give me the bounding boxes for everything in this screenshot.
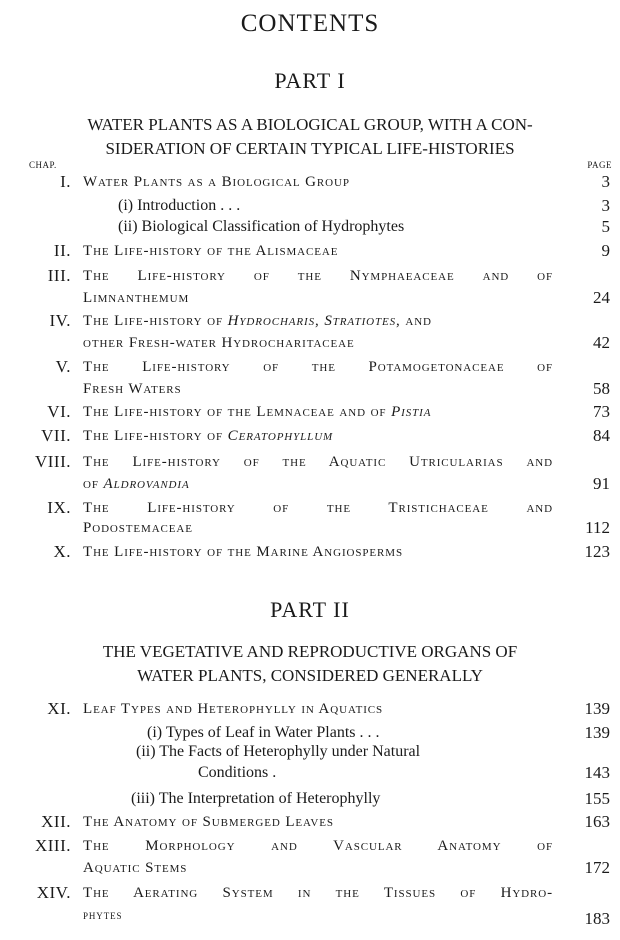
page-number: 9: [601, 241, 610, 260]
toc-entry-continued: [0, 287, 620, 309]
chapter-number: VIII.: [34, 452, 71, 471]
chapter-title: The Life-history of the Alismaceae: [83, 243, 339, 259]
chapter-title: The Life-history of the Lemnaceae and of Pistia: [83, 404, 432, 420]
chapter-title: The Aerating System in the Tissues of Hydro-: [83, 885, 553, 901]
page-number: 172: [584, 858, 610, 877]
chapter-title: other Fresh-water Hydrocharitaceae: [83, 335, 355, 351]
part2-subtitle-line2: WATER PLANTS, CONSIDERED GENERALLY: [137, 666, 483, 685]
chapter-number: XI.: [47, 699, 71, 718]
page-number: 3: [601, 196, 610, 215]
toc-entry: [0, 541, 620, 563]
chapter-number: VII.: [41, 426, 71, 445]
toc-entry: [0, 401, 620, 423]
chapter-number: X.: [53, 542, 71, 561]
section-title: (i) Types of Leaf in Water Plants . . .: [147, 724, 380, 741]
page-number: 5: [601, 217, 610, 236]
toc-subentry: [0, 788, 620, 810]
toc-entry-continued: [0, 517, 620, 539]
toc-entry-continued: [0, 332, 620, 354]
part1-title: PART I: [274, 68, 346, 93]
page-number: 58: [593, 379, 610, 398]
chapter-title: The Life-history of the Tristichaceae and: [83, 500, 553, 516]
toc-entry: [0, 425, 620, 447]
chapter-title: The Life-history of the Aquatic Utricularias and: [83, 454, 553, 470]
chapter-title: The Life-history of Hydrocharis, Stratiotes, and: [83, 313, 432, 329]
section-title: (ii) Biological Classification of Hydrophytes: [118, 218, 405, 235]
chapter-number: IV.: [49, 311, 71, 330]
chapter-title: The Life-history of the Potamogetonaceae of: [83, 359, 553, 375]
toc-entry: [0, 497, 620, 519]
chapter-title: Leaf Types and Heterophylly in Aquatics: [83, 701, 384, 717]
page-number: 91: [593, 474, 610, 493]
toc-entry: [0, 835, 620, 857]
page-number: 155: [584, 789, 610, 808]
toc-entry-continued: [0, 904, 620, 926]
chapter-title: The Anatomy of Submerged Leaves: [83, 814, 334, 830]
section-title: Conditions .: [198, 764, 277, 781]
part1-subtitle-line2: SIDERATION OF CERTAIN TYPICAL LIFE-HISTORIES: [105, 139, 515, 158]
chapter-title: The Life-history of Ceratophyllum: [83, 428, 334, 444]
chapter-number: XII.: [41, 812, 71, 831]
toc-entry: [0, 698, 620, 720]
page-column-label: PAGE: [587, 160, 612, 170]
chapter-title: Limnanthemum: [83, 290, 190, 306]
chapter-number: XIII.: [34, 836, 71, 855]
chapter-title: The Life-history of the Marine Angiosperms: [83, 544, 403, 560]
page-number: 139: [584, 699, 610, 718]
chapter-number: III.: [47, 266, 71, 285]
chapter-title: The Morphology and Vascular Anatomy of: [83, 838, 553, 854]
chapter-number: V.: [55, 357, 71, 376]
chapter-column-label: CHAP.: [29, 160, 57, 170]
chapter-title: Water Plants as a Biological Group: [83, 174, 350, 190]
page-number: 73: [593, 402, 610, 421]
toc-entry-continued: [0, 473, 620, 495]
contents-title: CONTENTS: [240, 10, 380, 37]
chapter-number: IX.: [47, 498, 71, 517]
page-number: 143: [584, 763, 610, 782]
chapter-number: XIV.: [36, 883, 71, 902]
chapter-number: VI.: [47, 402, 71, 421]
toc-entry: [0, 240, 620, 262]
toc-subentry-continued: [0, 762, 620, 784]
section-title: (ii) The Facts of Heterophylly under Natural: [136, 743, 421, 760]
toc-entry: [0, 882, 620, 904]
page-number: 183: [584, 909, 610, 928]
part1-subtitle-line1: WATER PLANTS AS A BIOLOGICAL GROUP, WITH A CON-: [87, 115, 533, 134]
toc-entry: [0, 356, 620, 378]
chapter-title: of Aldrovandia: [83, 476, 190, 492]
part2-subtitle-line1: THE VEGETATIVE AND REPRODUCTIVE ORGANS OF: [102, 642, 518, 661]
toc-entry: [0, 451, 620, 473]
chapter-number: II.: [53, 241, 71, 260]
toc-subentry: [0, 195, 620, 217]
page-number: 84: [593, 426, 610, 445]
chapter-title: phytes: [83, 907, 123, 922]
part2-title: PART II: [270, 597, 350, 622]
page-number: 163: [584, 812, 610, 831]
section-title: (iii) The Interpretation of Heterophylly: [131, 790, 381, 807]
page-number: 24: [593, 288, 610, 307]
toc-entry: [0, 811, 620, 833]
chapter-title: Aquatic Stems: [83, 860, 188, 876]
page-number: 112: [585, 518, 610, 537]
toc-subentry: [0, 216, 620, 238]
section-title: (i) Introduction . . .: [118, 197, 241, 214]
page-number: 3: [601, 172, 610, 191]
part2-subtitle: [0, 640, 620, 688]
toc-entry-continued: [0, 378, 620, 400]
toc-entry: [0, 310, 620, 332]
page-number: 42: [593, 333, 610, 352]
toc-entry: [0, 265, 620, 287]
toc-entry: [0, 171, 620, 193]
page-number: 139: [584, 723, 610, 742]
chapter-number: I.: [60, 172, 71, 191]
toc-entry-continued: [0, 857, 620, 879]
chapter-title: The Life-history of the Nymphaeaceae and of: [83, 268, 553, 284]
toc-subentry: [0, 741, 620, 763]
chapter-title: Podostemaceae: [83, 520, 193, 536]
page-number: 123: [584, 542, 610, 561]
chapter-title: Fresh Waters: [83, 381, 182, 397]
